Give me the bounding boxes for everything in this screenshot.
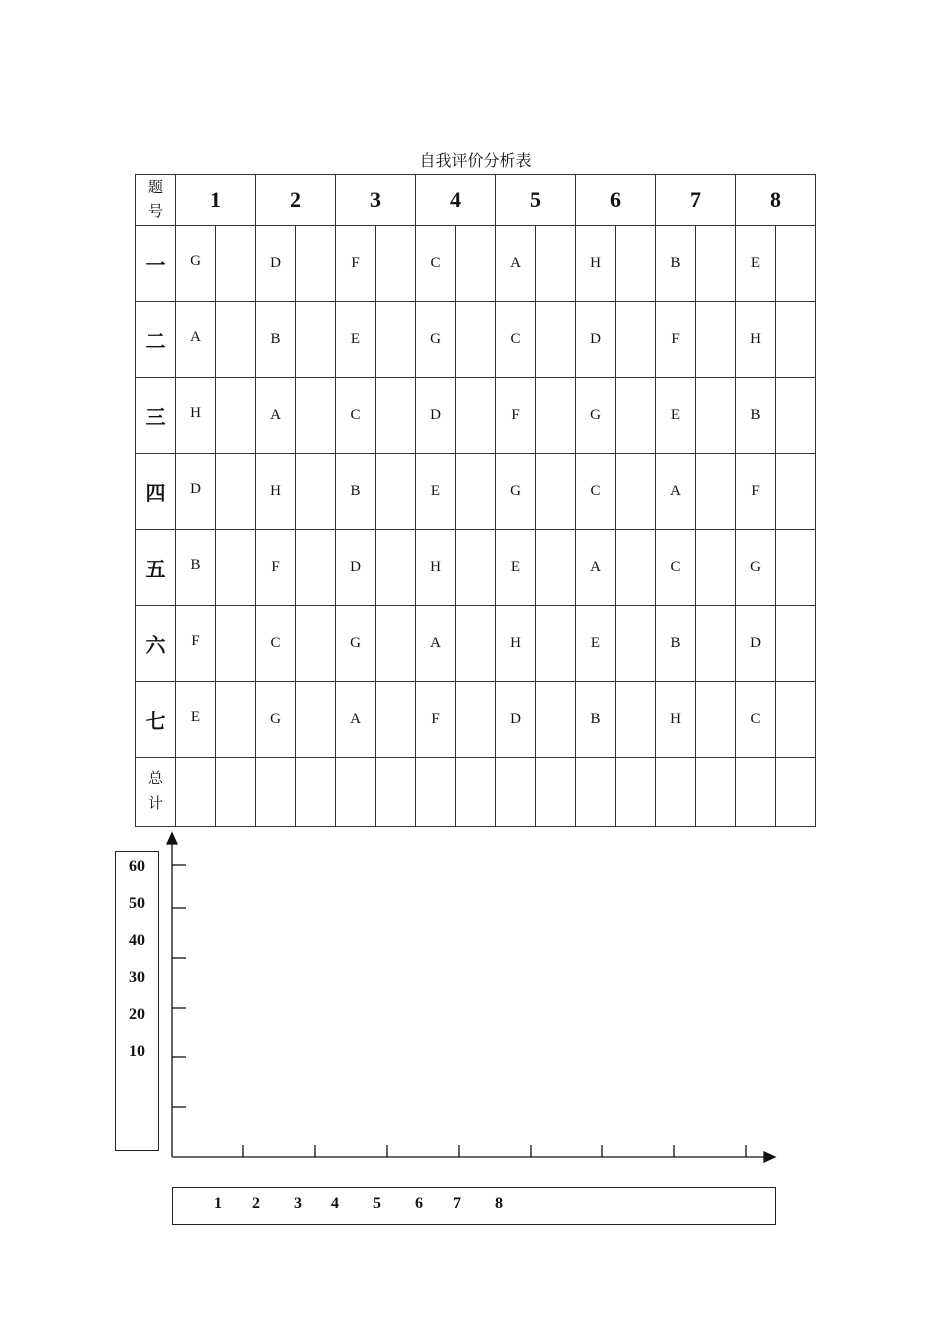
x-axis-label-box	[172, 1187, 776, 1225]
x-axis-label: 1	[214, 1195, 222, 1212]
letter-cell: A	[256, 378, 296, 454]
letter-cell: E	[656, 378, 696, 454]
header-label-char: 号	[147, 204, 163, 220]
column-header: 8	[736, 175, 816, 226]
y-axis-label: 40	[129, 932, 145, 949]
y-axis-label: 20	[129, 1006, 145, 1023]
letter-cell: G	[336, 606, 376, 682]
letter-cell: B	[176, 530, 216, 606]
letter-cell: A	[336, 682, 376, 758]
row-label: 五	[136, 530, 176, 606]
table-title: 自我评价分析表	[419, 153, 532, 170]
x-axis-label: 6	[415, 1195, 423, 1212]
letter-cell: C	[496, 302, 536, 378]
letter-cell: H	[416, 530, 456, 606]
row-label: 七	[136, 682, 176, 758]
y-axis-label: 50	[129, 895, 145, 912]
letter-cell: F	[176, 606, 216, 682]
letter-cell: F	[336, 226, 376, 302]
letter-cell: E	[176, 682, 216, 758]
letter-cell: H	[176, 378, 216, 454]
total-label-char: 总	[147, 771, 163, 787]
letter-cell: G	[736, 530, 776, 606]
letter-cell: F	[496, 378, 536, 454]
letter-cell: H	[496, 606, 536, 682]
column-header: 6	[576, 175, 656, 226]
letter-cell: G	[576, 378, 616, 454]
letter-cell: C	[336, 378, 376, 454]
letter-cell: G	[176, 226, 216, 302]
y-axis-label: 30	[129, 969, 145, 986]
y-axis-label: 10	[129, 1043, 145, 1060]
letter-cell: C	[416, 226, 456, 302]
y-axis-arrow	[167, 833, 177, 844]
letter-cell: D	[496, 682, 536, 758]
column-header: 2	[256, 175, 336, 226]
x-axis-label: 5	[373, 1195, 381, 1212]
column-header: 4	[416, 175, 496, 226]
letter-cell: A	[576, 530, 616, 606]
letter-cell: B	[736, 378, 776, 454]
x-axis-label: 7	[453, 1195, 461, 1212]
row-label: 四	[136, 454, 176, 530]
letter-cell: H	[736, 302, 776, 378]
letter-cell: F	[256, 530, 296, 606]
letter-cell: B	[656, 606, 696, 682]
letter-cell: F	[736, 454, 776, 530]
x-axis-label: 3	[294, 1195, 302, 1212]
row-label: 六	[136, 606, 176, 682]
letter-cell: C	[256, 606, 296, 682]
letter-cell: H	[576, 226, 616, 302]
letter-cell: D	[576, 302, 616, 378]
letter-cell: D	[416, 378, 456, 454]
column-header: 7	[656, 175, 736, 226]
letter-cell: A	[496, 226, 536, 302]
letter-cell: B	[256, 302, 296, 378]
header-label-char: 题	[147, 180, 163, 196]
y-axis-label-box	[115, 851, 159, 1151]
letter-cell: C	[656, 530, 696, 606]
letter-cell: D	[336, 530, 376, 606]
row-label: 二	[136, 302, 176, 378]
letter-cell: D	[176, 454, 216, 530]
letter-cell: D	[256, 226, 296, 302]
letter-cell: G	[416, 302, 456, 378]
letter-cell: B	[336, 454, 376, 530]
total-label-char: 计	[147, 796, 163, 812]
letter-cell: E	[416, 454, 456, 530]
x-axis-label: 4	[331, 1195, 339, 1212]
y-axis-label: 60	[129, 858, 145, 875]
letter-cell: E	[576, 606, 616, 682]
x-axis-label: 8	[495, 1195, 503, 1212]
letter-cell: A	[416, 606, 456, 682]
row-label: 三	[136, 378, 176, 454]
letter-cell: E	[336, 302, 376, 378]
letter-cell: F	[416, 682, 456, 758]
letter-cell: B	[576, 682, 616, 758]
row-label: 一	[136, 226, 176, 302]
letter-cell: C	[736, 682, 776, 758]
x-axis-arrow	[764, 1152, 775, 1162]
x-axis-label: 2	[252, 1195, 260, 1212]
letter-cell: B	[656, 226, 696, 302]
letter-cell: D	[736, 606, 776, 682]
letter-cell: C	[576, 454, 616, 530]
letter-cell: G	[256, 682, 296, 758]
letter-cell: E	[736, 226, 776, 302]
column-header: 5	[496, 175, 576, 226]
letter-cell: F	[656, 302, 696, 378]
letter-cell: G	[496, 454, 536, 530]
letter-cell: A	[176, 302, 216, 378]
letter-cell: A	[656, 454, 696, 530]
column-header: 3	[336, 175, 416, 226]
column-header: 1	[176, 175, 256, 226]
letter-cell: H	[656, 682, 696, 758]
letter-cell: E	[496, 530, 536, 606]
letter-cell: H	[256, 454, 296, 530]
